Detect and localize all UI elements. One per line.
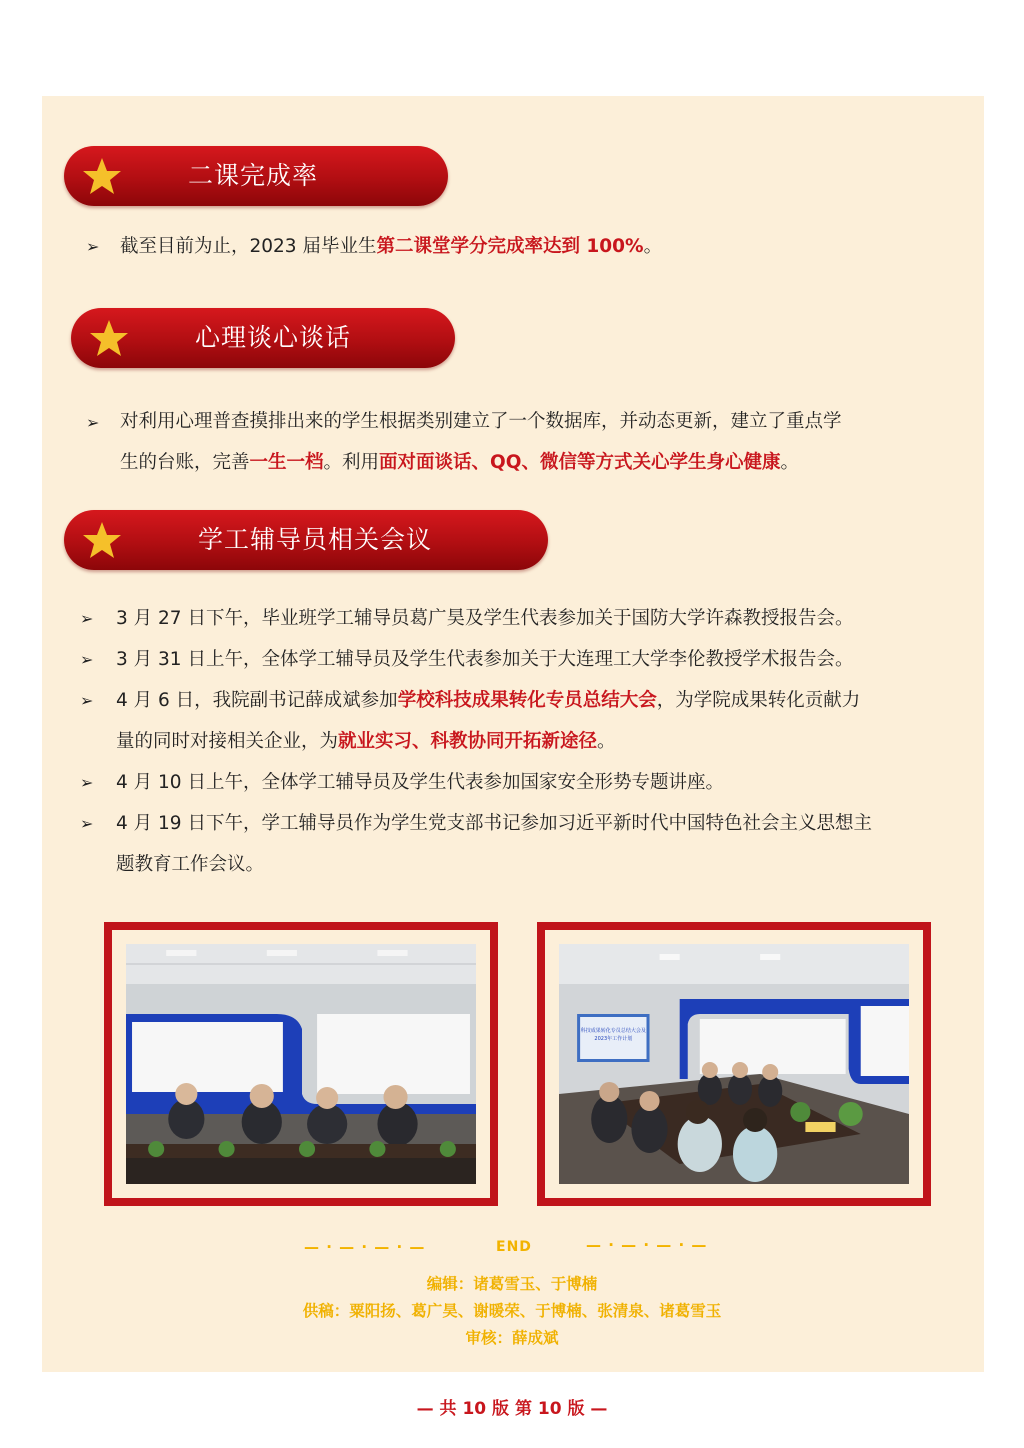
paragraph [120,226,950,267]
text: 。 [780,452,800,473]
screen-text: 科技成果转化专员总结大会及 [580,1028,646,1034]
meeting-room-image [126,944,476,1184]
section-title: 心理谈心谈话 [195,323,352,352]
list-item: 4 月 19 日下午，学工辅导员作为学生党支部书记参加习近平新时代中国特色社会主义思想主 [116,813,872,834]
section-title: 学工辅导员相关会议 [198,525,433,554]
highlight-text: 学校科技成果转化专员总结大会 [397,690,657,711]
section-title: 二课完成率 [188,161,319,190]
section-header-counseling [71,308,455,368]
text: 截至目前为止，2023 届毕业生 [120,236,377,257]
text: 4 月 6 日，我院副书记薛成斌参加 [116,690,398,711]
list-item: 4 月 10 日上午，全体学工辅导员及学生代表参加国家安全形势专题讲座。 [116,772,724,793]
meeting-photo-2 [559,944,909,1184]
text: 生的台账，完善 [120,452,250,473]
paragraph-line [120,442,960,483]
meeting-room-image [559,944,909,1184]
screen-text: 2023年工作计划 [594,1036,633,1042]
credit-editor: 编辑：诸葛雪玉、于博楠 [426,1275,598,1293]
photo-mat [545,930,923,1198]
highlight-text: 第二课堂学分完成率达到 100% [376,236,644,257]
end-dash-right: — · — · — · — [586,1236,708,1254]
list-item [116,680,966,721]
text: 。 [597,731,616,752]
section-header-completion [64,146,448,206]
section-header-meetings [64,510,548,570]
credit-reviewer: 审核：薛成斌 [465,1329,559,1347]
list-item: 3 月 31 日上午，全体学工辅导员及学生代表参加关于大连理工大学李伦教授学术报告会。 [116,649,854,670]
end-dash-left: — · — · — · — [304,1238,426,1256]
text: 。利用 [323,452,380,473]
bullet-icon: ➢ [86,413,100,432]
photo-frame-right [537,922,931,1206]
bullet-icon: ➢ [80,773,94,792]
credit-contributors: 供稿：粟阳扬、葛广昊、谢暖荣、于博楠、张清泉、诸葛雪玉 [302,1302,722,1320]
meeting-photo-1 [126,944,476,1184]
text: ，为学院成果转化贡献力 [656,690,861,711]
highlight-text: 面对面谈话、QQ、微信等方式关心学生身心健康 [379,452,781,473]
star-icon [82,520,122,560]
text: 量的同时对接相关企业，为 [116,731,339,752]
star-icon [89,318,129,358]
bullet-icon: ➢ [80,691,94,710]
highlight-text: 一生一档 [249,452,324,473]
list-item-continuation: 题教育工作会议。 [116,854,265,875]
photo-mat [112,930,490,1198]
star-icon [82,156,122,196]
text: 。 [643,236,663,257]
bullet-icon: ➢ [80,814,94,833]
bullet-icon: ➢ [80,609,94,628]
bullet-icon: ➢ [80,650,94,669]
list-item-continuation [116,721,966,762]
page-footer: — 共 10 版 第 10 版 — [416,1399,608,1419]
end-label: END [496,1239,532,1255]
photo-frame-left [104,922,498,1206]
bullet-icon: ➢ [86,237,100,256]
list-item: 3 月 27 日下午，毕业班学工辅导员葛广昊及学生代表参加关于国防大学许森教授报告会。 [116,608,854,629]
paragraph-line: 对利用心理普查摸排出来的学生根据类别建立了一个数据库，并动态更新，建立了重点学 [120,411,842,432]
highlight-text: 就业实习、科教协同开拓新途径 [338,731,598,752]
